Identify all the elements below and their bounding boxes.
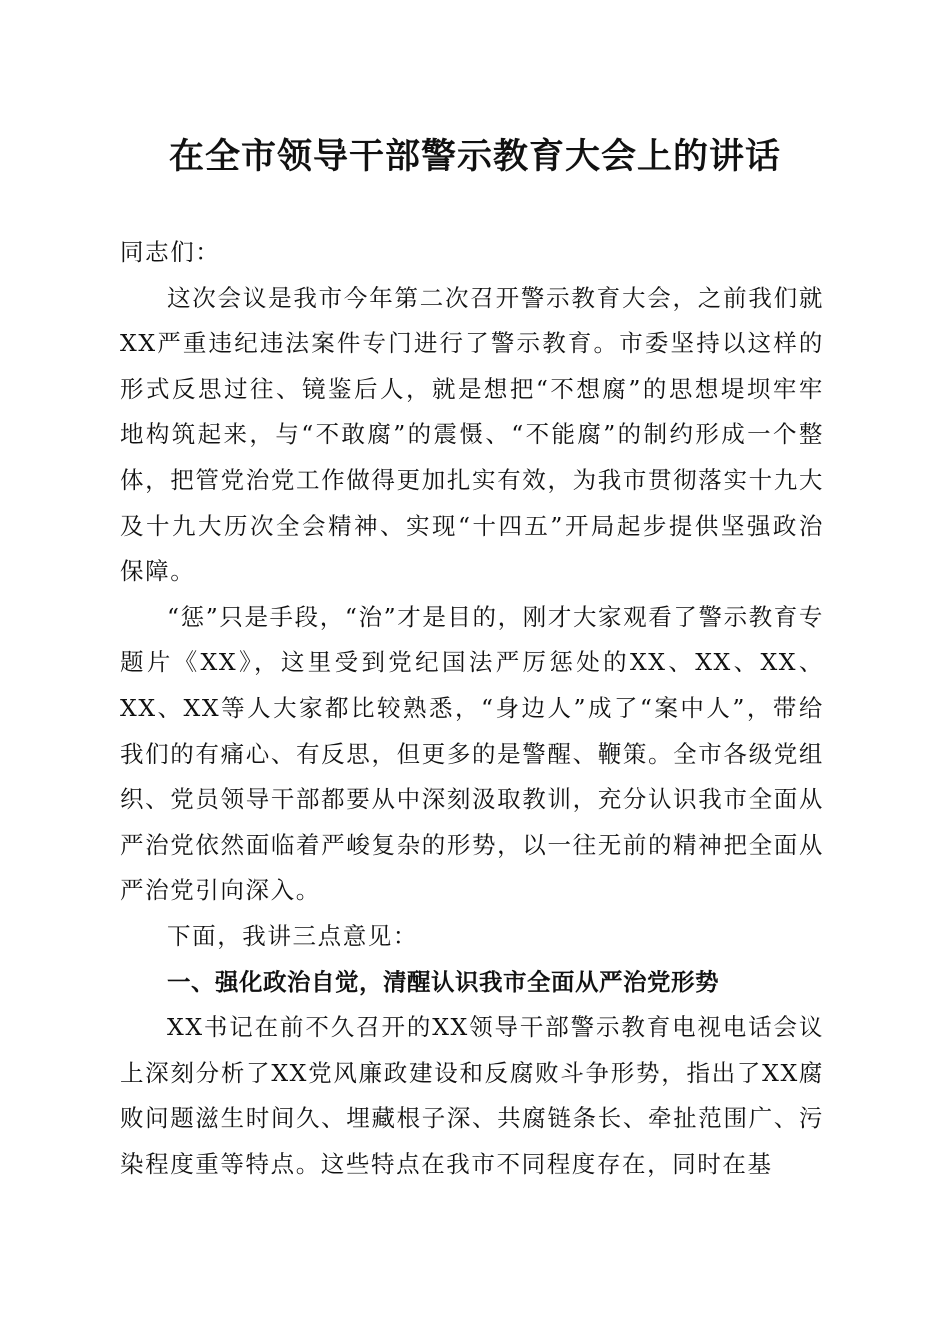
paragraph: “惩”只是手段，“治”才是目的，刚才大家观看了警示教育专题片《XX》，这里受到党纪国法严厉惩处的XX、XX、XX、XX、XX等人大家都比较熟悉，“身边人”成了“案中人”，带给我们的有痛心、有反思，但更多的是警醒、鞭策。全市各级党组织、党员领导干部都要从中深刻汲取教训，充分认识我市全面从严治党依然面临着严峻复杂的形势，以一往无前的精神把全面从严治党引向深入。: [120, 602, 824, 905]
paragraph: 这次会议是我市今年第二次召开警示教育大会，之前我们就XX严重违纪违法案件专门进行了警示教育。市委坚持以这样的形式反思过往、镜鉴后人，就是想把“不想腐”的思想堤坝牢牢地构筑起来，与“不敢腐”的震慑、“不能腐”的制约形成一个整体，把管党治党工作做得更加扎实有效，为我市贯彻落实十九大及十九大历次全会精神、实现“十四五”开局起步提供坚强政治保障。: [120, 283, 824, 586]
page-title: 在全市领导干部警示教育大会上的讲话: [168, 136, 781, 177]
document-body: [120, 230, 824, 1187]
paragraph: 下面，我讲三点意见：: [167, 921, 418, 950]
paragraph: XX书记在前不久召开的XX领导干部警示教育电视电话会议上深刻分析了XX党风廉政建设和反腐败斗争形势，指出了XX腐败问题滋生时间久、埋藏根子深、共腐链条长、牵扯范围广、污染程度重等特点。这些特点在我市不同程度存在，同时在基: [120, 1013, 824, 1178]
section-heading: 一、强化政治自觉，清醒认识我市全面从严治党形势: [167, 967, 719, 996]
salutation: 同志们：: [120, 238, 221, 266]
